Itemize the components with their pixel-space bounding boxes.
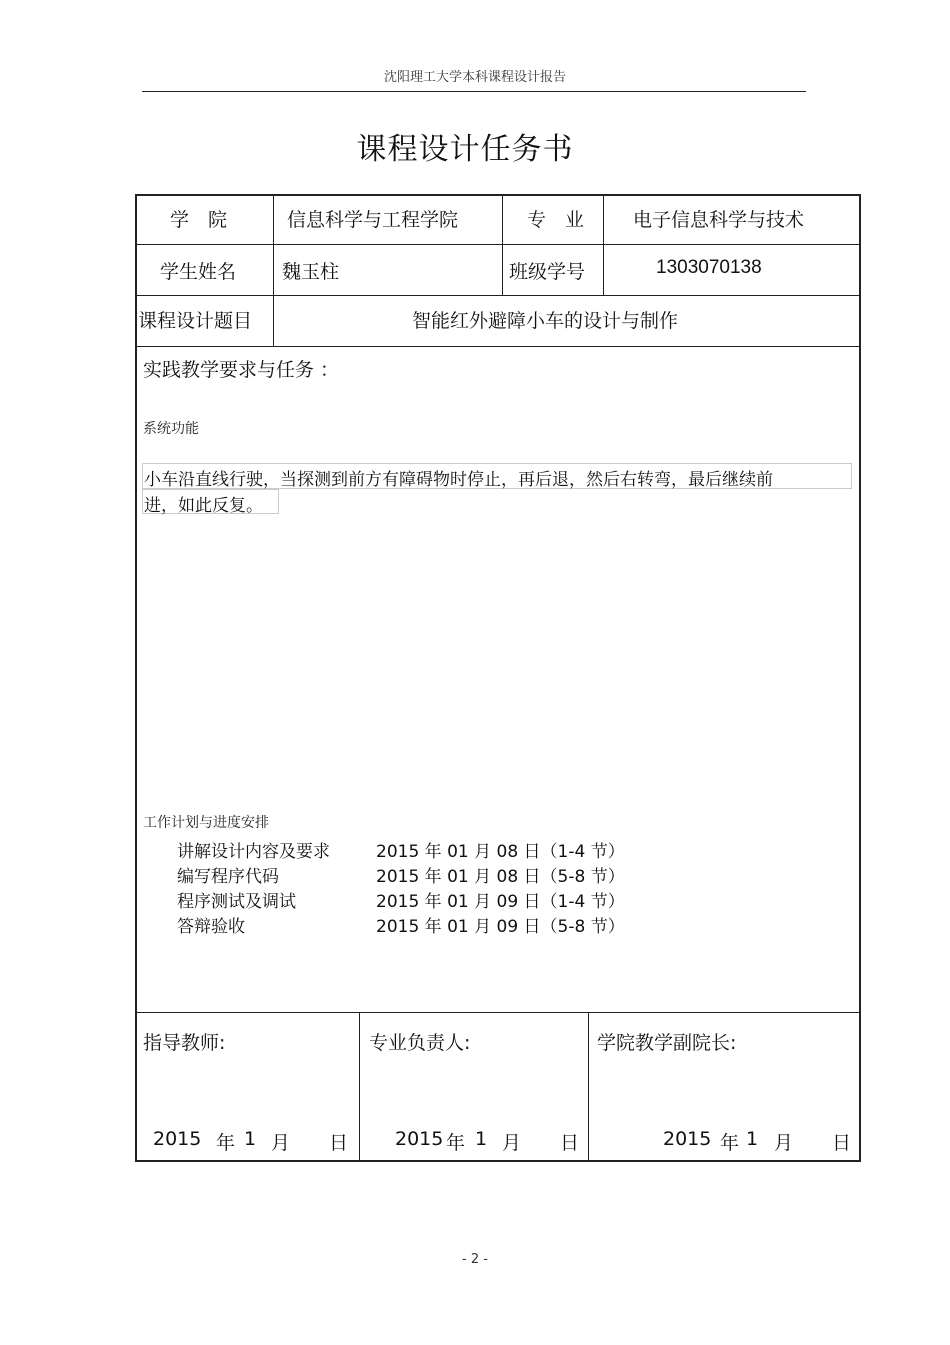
college-label: 学 院: [170, 209, 228, 231]
requirements-heading: 实践教学要求与任务 ：: [143, 359, 340, 381]
director-date-year: 2015: [395, 1128, 444, 1150]
schedule-task-1: 讲解设计内容及要求: [177, 842, 330, 862]
dean-date-year-unit: 年: [720, 1132, 740, 1154]
schedule-date-1: 2015 年 01 月 08 日（1-4 节）: [376, 842, 625, 862]
function-text-line-1: 小车沿直线行驶，当探测到前方有障碍物时停止，再后退，然后右转弯，最后继续前: [144, 470, 773, 490]
topic-value: 智能红外避障小车的设计与制作: [412, 310, 679, 332]
schedule-task-2: 编写程序代码: [177, 867, 279, 887]
director-date-month-unit: 月: [502, 1132, 522, 1154]
name-label: 学生姓名: [160, 261, 237, 283]
schedule-date-3: 2015 年 01 月 09 日（1-4 节）: [376, 892, 625, 912]
col-divider-1: [273, 194, 274, 346]
dean-date-year: 2015: [663, 1128, 712, 1150]
college-value: 信息科学与工程学院: [287, 209, 459, 231]
advisor-date-year: 2015: [153, 1128, 202, 1150]
row-divider-4: [135, 1012, 861, 1013]
advisor-date-month-unit: 月: [271, 1132, 291, 1154]
col-divider-3: [603, 194, 604, 296]
schedule-task-3: 程序测试及调试: [177, 892, 296, 912]
dean-date-day-unit: 日: [832, 1132, 852, 1154]
row-divider-3: [135, 346, 861, 347]
row-divider-2: [135, 295, 861, 296]
function-label: 系统功能: [143, 421, 199, 437]
class-value: 1303070138: [656, 257, 762, 278]
advisor-label: 指导教师:: [143, 1032, 226, 1054]
sig-divider-1: [359, 1012, 360, 1162]
topic-label: 课程设计题目: [138, 310, 253, 332]
class-label: 班级学号: [509, 261, 586, 283]
advisor-date-year-unit: 年: [216, 1132, 236, 1154]
running-header: 沈阳理工大学本科课程设计报告: [383, 70, 566, 85]
major-label: 专 业: [527, 209, 585, 231]
schedule-heading: 工作计划与进度安排: [143, 815, 269, 831]
document-title: 课程设计任务书: [356, 132, 574, 167]
dean-label: 学院教学副院长:: [597, 1032, 737, 1054]
schedule-date-2: 2015 年 01 月 08 日（5-8 节）: [376, 867, 625, 887]
director-date-year-unit: 年: [446, 1132, 466, 1154]
director-date-month: 1: [475, 1128, 488, 1150]
advisor-date-day-unit: 日: [329, 1132, 349, 1154]
table-border-left: [135, 194, 137, 1162]
table-border-bottom: [135, 1160, 861, 1162]
header-rule: [142, 91, 806, 92]
table-border-right: [859, 194, 861, 1162]
col-divider-2: [502, 194, 503, 296]
dean-date-month-unit: 月: [774, 1132, 794, 1154]
page-number: - 2 -: [462, 1252, 488, 1267]
sig-divider-2: [588, 1012, 589, 1162]
dean-date-month: 1: [746, 1128, 759, 1150]
name-value: 魏玉柱: [282, 261, 340, 283]
table-border-top: [135, 194, 861, 196]
advisor-date-month: 1: [244, 1128, 257, 1150]
schedule-task-4: 答辩验收: [177, 917, 245, 937]
major-value: 电子信息科学与技术: [633, 209, 805, 231]
function-text-line-2: 进，如此反复。: [144, 496, 263, 516]
row-divider-1: [135, 244, 861, 245]
schedule-date-4: 2015 年 01 月 09 日（5-8 节）: [376, 917, 625, 937]
director-label: 专业负责人:: [369, 1032, 471, 1054]
director-date-day-unit: 日: [560, 1132, 580, 1154]
